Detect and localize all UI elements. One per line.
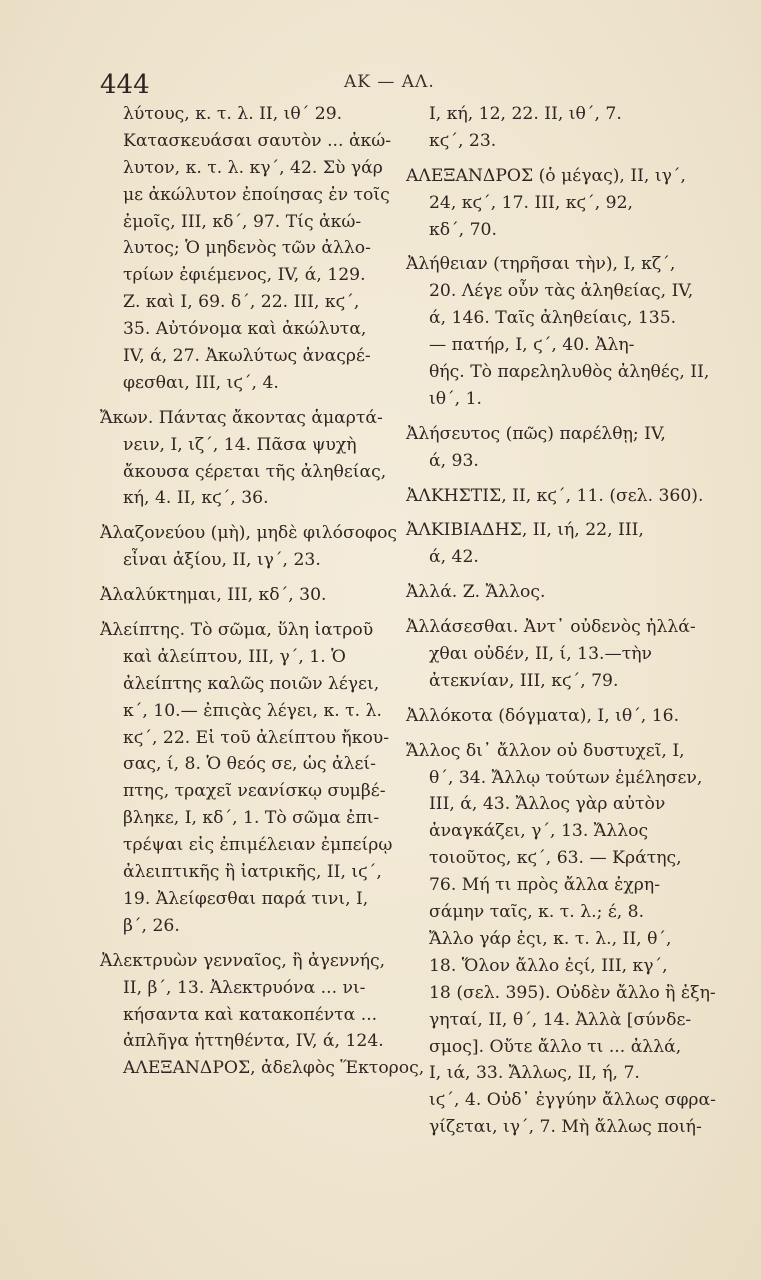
index-line: ἈΛΚΙΒΙΑΔΗΣ, II, ιή, 22, III,	[406, 520, 644, 541]
index-line: με ἀκώλυτον ἐποίησας ἐν τοῖς	[123, 184, 390, 205]
entry-gap	[406, 509, 706, 517]
index-entry	[406, 738, 716, 1141]
index-line: III, ά, 43. Ἄλλος γὰρ αὐτὸν	[429, 794, 666, 815]
entry-gap	[100, 397, 400, 405]
entry-gap	[406, 695, 706, 703]
index-line: σάμην ταῖς, κ. τ. λ.; έ, 8.	[429, 902, 645, 923]
entry-gap	[406, 243, 706, 251]
index-line: βληκε, I, κδ΄, 1. Τὸ σῶμα ἐπι-	[123, 808, 380, 829]
index-line: — πατήρ, I, ϛ΄, 40. Ἀλη-	[429, 335, 635, 356]
index-line: ἄκουσα ςέρεται τῆς ἀληθείας,	[123, 461, 387, 482]
index-line: 76. Μή τι πρὸς ἄλλα ἐχρη-	[429, 875, 661, 896]
index-entry	[406, 579, 706, 606]
index-line: ἀλείπτης καλῶς ποιῶν λέγει,	[123, 673, 380, 694]
index-column-left	[100, 101, 425, 1082]
index-line: πτης, τραχεῖ νεανίσκῳ συμβέ-	[123, 781, 386, 802]
entry-gap	[100, 609, 400, 617]
index-line: Ἀλαζονεύου (μὴ), μηδὲ φιλόσοφος	[100, 523, 398, 544]
index-line: 19. Ἀλείφεσθαι παρά τινι, I,	[123, 888, 369, 909]
index-line: ἐμοῖς, III, κδ΄, 97. Τίς ἀκώ-	[123, 211, 362, 232]
entry-gap	[406, 413, 706, 421]
index-line: IV, ά, 27. Ἀκωλύτως ἀναςρέ-	[123, 346, 371, 367]
index-line: I, κή, 12, 22. II, ιθ΄, 7.	[429, 104, 622, 124]
index-entry	[100, 582, 400, 609]
index-line: Ἀλλά. Ζ. Ἄλλος.	[406, 582, 546, 603]
index-line: Ἀλείπτης. Τὸ σῶμα, ὕλη ἰατροῦ	[100, 620, 374, 641]
index-line: Ἀλήθειαν (τηρῆσαι τὴν), I, κζ΄,	[406, 254, 676, 275]
index-entry	[100, 520, 400, 574]
index-entry	[406, 703, 706, 730]
index-entry	[100, 617, 400, 940]
index-line: θής. Τὸ παρεληλυθὸς ἀληθές, II,	[429, 362, 710, 383]
index-line: λυτος; Ὁ μηδενὸς τῶν ἀλλο-	[123, 238, 371, 259]
index-line: κ΄, 10.— ἐπιςὰς λέγει, κ. τ. λ.	[123, 700, 382, 721]
index-line: ἈΛΚΗΣΤΙΣ, II, κϛ΄, 11. (σελ. 360).	[406, 485, 704, 506]
entry-gap	[406, 155, 706, 163]
index-line: II, β΄, 13. Ἀλεκτρυόνα ... νι-	[123, 977, 366, 998]
index-line: Ζ. καὶ I, 69. δ΄, 22. III, κϛ΄,	[123, 292, 360, 313]
index-line: θ΄, 34. Ἄλλῳ τούτων ἐμέλησεν,	[429, 767, 703, 788]
index-entry	[406, 483, 706, 510]
index-line: ά, 93.	[429, 450, 479, 471]
index-line: 20. Λέγε οὖν τὰς ἀληθείας, IV,	[429, 281, 694, 302]
entry-gap	[100, 512, 400, 520]
entry-gap	[406, 730, 706, 738]
index-line: Ἀλεκτρυὼν γενναῖος, ἢ ἀγεννής,	[100, 950, 386, 971]
index-line: Ἀλλόκοτα (δόγματα), I, ιθ΄, 16.	[406, 705, 680, 726]
entry-gap	[100, 574, 400, 582]
page-number: 444	[100, 70, 150, 100]
index-line: Κατασκευάσαι σαυτὸν ... ἀκώ-	[123, 130, 392, 151]
running-head: ΑΚ — ΑΛ.	[344, 72, 435, 92]
index-line: β΄, 26.	[123, 915, 180, 936]
index-line: τρίων ἐφιέμενος, IV, ά, 129.	[123, 265, 366, 286]
index-line: τρέψαι εἰς ἐπιμέλειαν ἐμπείρῳ	[123, 835, 393, 856]
index-entry	[406, 163, 706, 244]
entry-gap	[406, 606, 706, 614]
index-line: Ἀλλάσεσθαι. Ἀντ᾽ οὐδενὸς ἠλλά-	[406, 617, 696, 638]
index-entry	[100, 405, 400, 513]
index-line: ἀτεκνίαν, III, κϛ΄, 79.	[429, 670, 619, 691]
index-line: σμος]. Οὔτε ἄλλο τι ... ἀλλά,	[429, 1036, 682, 1057]
index-line: 24, κϛ΄, 17. III, κϛ΄, 92,	[429, 192, 634, 213]
index-line: Ἄκων. Πάντας ἄκοντας ἁμαρτά-	[100, 407, 383, 428]
index-line: ἀλειπτικῆς ἢ ἰατρικῆς, II, ιϛ΄,	[123, 862, 382, 883]
index-entry	[406, 614, 706, 695]
index-line: Ἄλλος δι᾽ ἄλλον οὐ δυστυχεῖ, I,	[406, 740, 685, 761]
index-line: ἀναγκάζει, γ΄, 13. Ἄλλος	[429, 821, 649, 842]
index-line: κήσαντα καὶ κατακοπέντα ...	[123, 1004, 378, 1025]
index-line: 35. Αὐτόνομα καὶ ἀκώλυτα,	[123, 319, 367, 340]
index-line: εἶναι ἀξίου, II, ιγ΄, 23.	[123, 550, 321, 571]
index-entry	[406, 251, 710, 412]
index-line: χθαι οὐδέν, II, ί, 13.—τὴν	[429, 644, 652, 665]
index-line: ά, 42.	[429, 547, 479, 568]
index-entry	[406, 517, 706, 571]
index-line: ιθ΄, 1.	[429, 388, 483, 409]
index-line: 18. Ὅλον ἄλλο ἐςί, III, κγ΄,	[429, 955, 668, 976]
index-line: Ἄλλο γάρ ἐςι, κ. τ. λ., II, θ΄,	[429, 928, 672, 949]
index-line: I, ιά, 33. Ἄλλως, II, ή, 7.	[429, 1063, 640, 1084]
index-line: 18 (σελ. 395). Οὐδὲν ἄλλο ἢ ἐξη-	[429, 982, 716, 1003]
entry-gap	[406, 571, 706, 579]
entry-gap	[100, 940, 400, 948]
index-line: κή, 4. II, κϛ΄, 36.	[123, 488, 269, 509]
index-line: τοιοῦτος, κϛ΄, 63. — Κράτης,	[429, 848, 682, 869]
index-line: λύτους, κ. τ. λ. II, ιθ΄ 29.	[123, 104, 343, 124]
index-line: γηταί, II, θ΄, 14. Ἀλλὰ [σύνδε-	[429, 1009, 692, 1030]
index-entry	[406, 421, 706, 475]
index-line: φεσθαι, III, ιϛ΄, 4.	[123, 372, 279, 393]
index-line: Ἀλήσευτος (πῶς) παρέλθῃ; IV,	[406, 423, 666, 444]
index-line: νειν, I, ιζ΄, 14. Πᾶσα ψυχὴ	[123, 434, 357, 455]
index-line: λυτον, κ. τ. λ. κγ΄, 42. Σὺ γάρ	[123, 157, 383, 178]
index-line: ΑΛΕΞΑΝΔΡΟΣ, ἀδελφὸς Ἕκτορος,	[123, 1058, 425, 1079]
index-line: ἀπλῆγα ἡττηθέντα, IV, ά, 124.	[123, 1031, 384, 1052]
index-line: ά, 146. Ταῖς ἀληθείαις, 135.	[429, 308, 677, 329]
index-line: ιϛ΄, 4. Οὐδ᾽ ἐγγύην ἄλλως σφρα-	[429, 1090, 716, 1111]
index-entry	[100, 948, 425, 1082]
index-entry	[406, 101, 706, 155]
index-line: σας, ί, 8. Ὁ θεός σε, ὡς ἀλεί-	[123, 754, 376, 775]
index-line: ΑΛΕΞΑΝΔΡΟΣ (ὁ μέγας), II, ιγ΄,	[406, 165, 686, 186]
index-line: γίζεται, ιγ΄, 7. Μὴ ἄλλως ποιή-	[429, 1117, 702, 1138]
index-entry	[100, 101, 400, 397]
index-line: Ἀλαλύκτημαι, III, κδ΄, 30.	[100, 585, 327, 606]
index-line: κϛ΄, 22. Εἰ τοῦ ἀλείπτου ἤκου-	[123, 727, 390, 748]
index-line: κϛ΄, 23.	[429, 130, 497, 151]
index-column-right	[406, 101, 716, 1141]
index-line: κδ΄, 70.	[429, 219, 497, 240]
index-line: καὶ ἀλείπτου, III, γ΄, 1. Ὁ	[123, 646, 346, 667]
entry-gap	[406, 475, 706, 483]
